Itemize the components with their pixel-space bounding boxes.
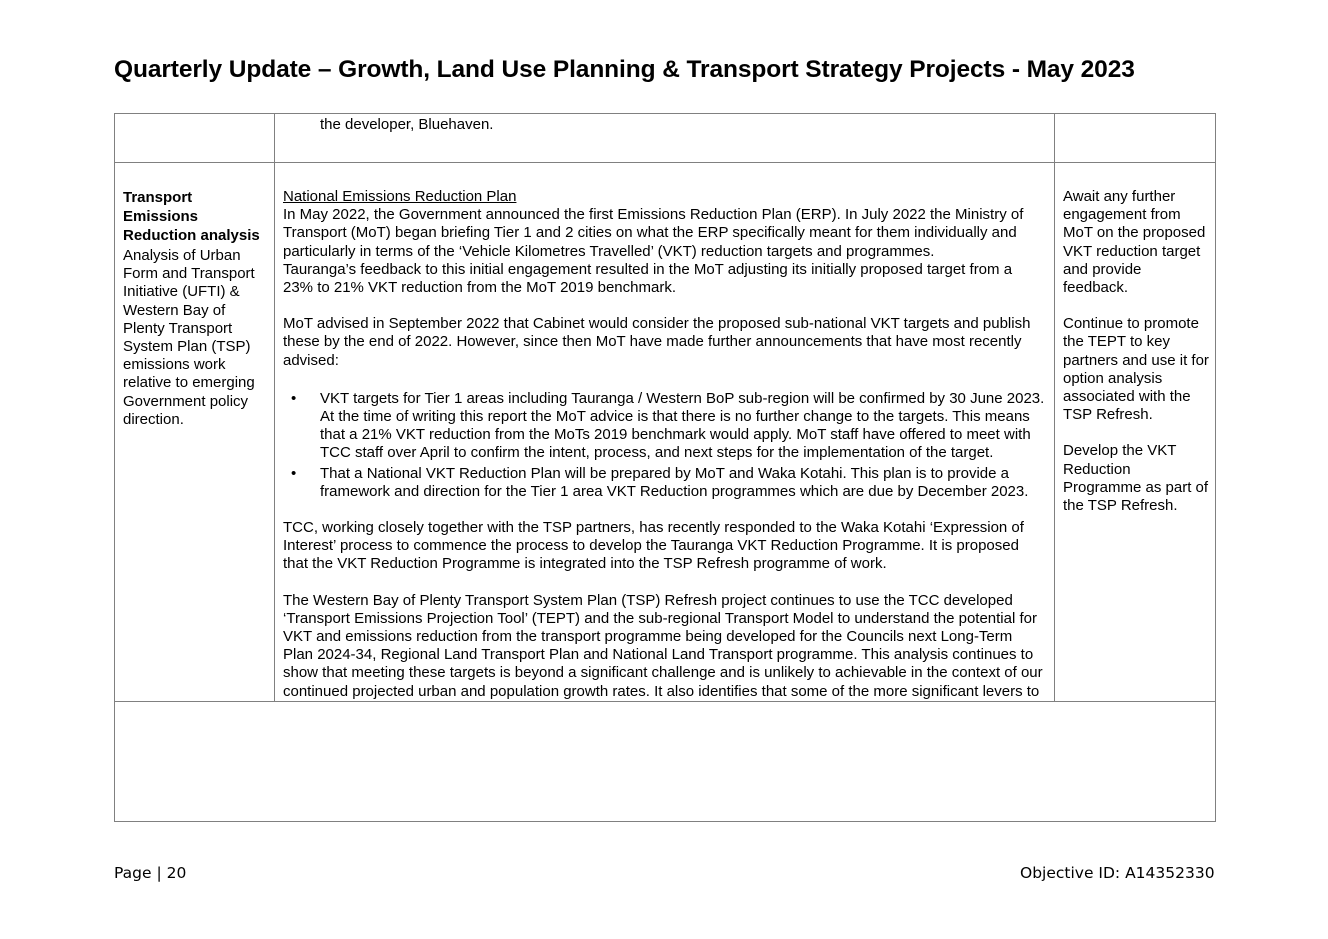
next-steps-cell [1055,114,1216,163]
bullet-icon: • [291,389,297,407]
project-description: Analysis of Urban Form and Transport Initiative (UFTI) & Western Bay of Plenty Transport System Plan (TSP) emissions work relative to emerging Government policy direction. [123,247,255,428]
update-cell [275,114,1055,163]
next-step-item: Continue to promote the TEPT to key partners and use it for option analysis associated with the TSP Refresh. [1063,315,1209,424]
update-paragraph: Tauranga’s feedback to this initial engagement resulted in the MoT adjusting its initially proposed target from a 23% to 21% VKT reduction from the MoT 2019 benchmark. [283,260,1013,297]
section-heading: National Emissions Reduction Plan [283,188,517,205]
list-item [283,390,1046,463]
update-cell [275,163,1055,702]
next-steps-cell [1055,163,1216,702]
page-number: Page | 20 [114,864,187,882]
continued-text: the developer, Bluehaven. [320,116,494,133]
update-paragraph: TCC, working closely together with the TSP partners, has recently responded to the Waka Kotahi ‘Expression of Interest’ process to commence the process to develop the Tauranga VKT Reduction Programme. It is proposed that the VKT Reduction Programme is integrated into the TSP Refresh programme of work. [283,519,1024,573]
projects-table [114,113,1216,822]
table-row [115,114,1215,163]
bullet-text: That a National VKT Reduction Plan will be prepared by MoT and Waka Kotahi. This plan is to provide a framework and direction for the Tier 1 area VKT Reduction programmes which are due by December 2023. [320,464,1029,500]
project-cell [115,163,275,702]
bullet-icon: • [291,464,297,482]
bullet-list [283,390,1046,501]
update-paragraph: The Western Bay of Plenty Transport System Plan (TSP) Refresh project continues to use the TCC developed ‘Transport Emissions Projection Tool’ (TEPT) and the sub-regional Transport Model to understand the potential for VKT and emissions reduction from the transport programme being developed for the Councils next Long-Term Plan 2024-34, Regional Land Transport Plan and National Land Transport programme. This analysis continues to show that meeting these targets is beyond a significant challenge and is unlikely to achievable in the context of our continued projected urban and population growth rates. It also identifies that some of the more significant levers to [283,591,1043,700]
project-title: Transport Emissions Reduction analysis [123,189,260,244]
update-paragraph: In May 2022, the Government announced the first Emissions Reduction Plan (ERP). In July 2022 the Ministry of Transport (MoT) began briefing Tier 1 and 2 cities on what the ERP specifically meant for them individually and particularly in terms of the ‘Vehicle Kilometres Travelled’ (VKT) reduction targets and programmes. [283,206,1024,260]
list-item [283,465,1046,501]
bullet-text: VKT targets for Tier 1 areas including Tauranga / Western BoP sub-region will be confirmed by 30 June 2023. At the time of writing this report the MoT advice is that there is no further change to the targets. This means that a 21% VKT reduction from the MoTs 2019 benchmark would apply. MoT staff have offered to meet with TCC staff over April to confirm the intent, process, and next steps for the implementation of the target. [320,389,1045,462]
next-step-item: Await any further engagement from MoT on the proposed VKT reduction target and provide feedback. [1063,188,1206,297]
project-cell [115,114,275,163]
table-row [115,163,1215,702]
next-step-item: Develop the VKT Reduction Programme as part of the TSP Refresh. [1063,442,1209,515]
page-title: Quarterly Update – Growth, Land Use Planning & Transport Strategy Projects - May 2023 [114,56,1135,83]
update-paragraph: MoT advised in September 2022 that Cabinet would consider the proposed sub-national VKT targets and publish these by the end of 2022. However, since then MoT have made further announcements that have most recently advised: [283,315,1031,369]
objective-id: Objective ID: A14352330 [1020,864,1215,882]
